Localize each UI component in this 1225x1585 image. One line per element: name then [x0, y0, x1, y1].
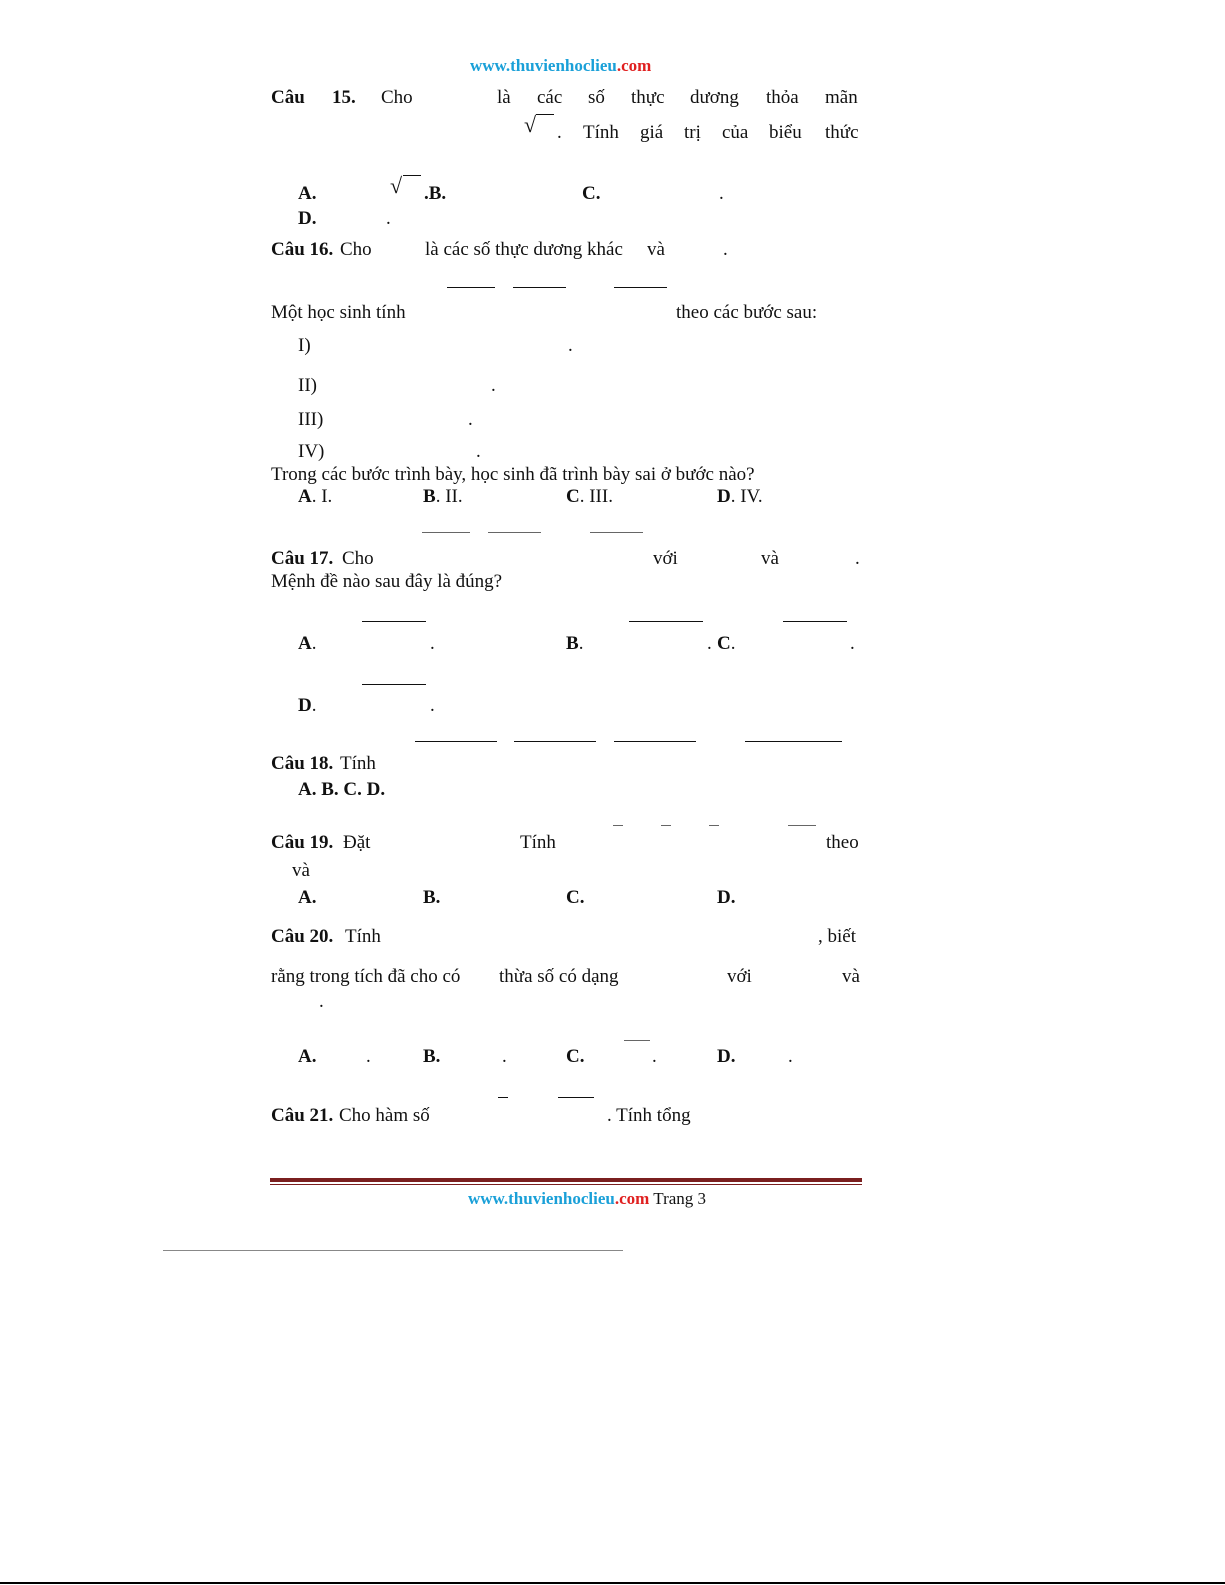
q15-option-c: C. — [582, 183, 601, 204]
q16-step-tail: . — [468, 409, 473, 430]
q20-line2-a: rằng trong tích đã cho có — [271, 966, 461, 987]
fraction-bar — [709, 825, 719, 826]
q15-word: số — [588, 87, 605, 108]
q16-question: Trong các bước trình bày, học sinh đã trình bày sai ở bước nào? — [271, 464, 755, 485]
fraction-bar — [745, 741, 842, 742]
q17-option-d-tail: . — [430, 695, 435, 716]
sqrt-symbol: √ — [390, 173, 403, 198]
q18-intro: Tính — [340, 753, 376, 774]
fraction-bar — [422, 532, 470, 533]
q16-step-tail: . — [491, 375, 496, 396]
q18-label: Câu 18. — [271, 753, 334, 774]
q17-option-a-tail: . — [430, 633, 435, 654]
q16-line2-end: theo các bước sau: — [676, 302, 818, 323]
q20-intro: Tính — [345, 926, 381, 947]
q17-option-a: A. — [298, 633, 317, 654]
q15-option-c-tail: . — [719, 183, 724, 204]
q15-option-b: .B. — [424, 183, 447, 204]
fraction-bar — [629, 621, 703, 622]
sqrt-bar — [536, 114, 554, 115]
fraction-bar — [783, 621, 847, 622]
q16-line2-start: Một học sinh tính — [271, 302, 406, 323]
q17-option-b: B. — [566, 633, 584, 654]
fraction-bar — [415, 741, 497, 742]
q17-option-c-tail: . — [850, 633, 855, 654]
q16-and: và — [647, 239, 665, 260]
q19-label: Câu 19. — [271, 832, 334, 853]
q21-tail: . Tính tổng — [607, 1105, 691, 1126]
fraction-bar — [613, 825, 623, 826]
footnote-divider — [163, 1250, 623, 1251]
q21-label: Câu 21. — [271, 1105, 334, 1126]
q16-step-num: II) — [298, 375, 317, 396]
q16-text: là các số thực dương khác — [425, 239, 623, 260]
footer-rule — [270, 1178, 862, 1182]
header-site-link[interactable] — [470, 55, 651, 77]
q15-word: thực — [631, 87, 665, 108]
q16-option-a: A. I. — [298, 486, 333, 507]
q16-option-d: D. IV. — [717, 486, 763, 507]
q16-step-num: III) — [298, 409, 324, 430]
fraction-bar — [362, 621, 426, 622]
q20-line2-d: và — [842, 966, 860, 987]
q17-option-b-tail: . — [707, 633, 712, 654]
fraction-bar — [624, 1040, 650, 1041]
q20-biet: , biết — [818, 926, 856, 947]
fraction-bar — [362, 684, 426, 685]
footer-rule-thin — [270, 1184, 862, 1185]
q16-step-num: I) — [298, 335, 311, 356]
fraction-bar — [788, 825, 816, 826]
sqrt-symbol: √ — [524, 112, 537, 137]
q19-option-a: A. — [298, 887, 317, 908]
q20-label: Câu 20. — [271, 926, 334, 947]
q15-word: của — [722, 122, 749, 143]
q15-word: thức — [825, 122, 859, 143]
fraction-bar — [661, 825, 671, 826]
q15-word: trị — [684, 122, 701, 143]
q15-option-d-tail: . — [386, 208, 391, 229]
q15-word: biểu — [769, 122, 802, 143]
q16-option-c: C. III. — [566, 486, 613, 507]
q15-word: . — [557, 122, 562, 143]
page-bottom-edge — [0, 1582, 1225, 1584]
q17-line2: Mệnh đề nào sau đây là đúng? — [271, 571, 503, 592]
q19-calc: Tính — [520, 832, 556, 853]
fraction-bar — [514, 741, 596, 742]
q16-label: Câu 16. — [271, 239, 334, 260]
q15-label: Câu — [271, 87, 305, 108]
q15-word: giá — [640, 122, 664, 143]
fraction-bar — [558, 1097, 594, 1098]
q16-option-b: B. II. — [423, 486, 463, 507]
q20-option-a-tail: . — [366, 1046, 371, 1067]
q19-option-c: C. — [566, 887, 585, 908]
q19-option-b: B. — [423, 887, 441, 908]
q16-step-tail: . — [476, 441, 481, 462]
sqrt-bar — [403, 175, 421, 176]
q15-word: Tính — [583, 122, 619, 143]
q15-word: Cho — [381, 87, 413, 108]
q17-and: và — [761, 548, 779, 569]
fraction-bar — [513, 287, 566, 288]
footer-site-main[interactable]: www.thuvienhoclieu — [468, 1189, 615, 1208]
q20-option-b: B. — [423, 1046, 441, 1067]
q20-option-c-tail: . — [652, 1046, 657, 1067]
fraction-bar — [614, 741, 696, 742]
q20-line2-b: thừa số có dạng — [499, 966, 619, 987]
q19-and: và — [292, 860, 310, 881]
q16-intro: Cho — [340, 239, 372, 260]
fraction-bar — [488, 532, 541, 533]
q17-with: với — [653, 548, 678, 569]
q17-end: . — [855, 548, 860, 569]
q20-option-d-tail: . — [788, 1046, 793, 1067]
q19-option-d: D. — [717, 887, 736, 908]
fraction-bar — [590, 532, 643, 533]
fraction-bar — [447, 287, 495, 288]
fraction-bar — [614, 287, 667, 288]
q16-step-num: IV) — [298, 441, 325, 462]
q15-option-d: D. — [298, 208, 317, 229]
q17-label: Câu 17. — [271, 548, 334, 569]
q15-word: là — [497, 87, 511, 108]
q18-options: A. B. C. D. — [298, 779, 386, 800]
q20-option-c: C. — [566, 1046, 585, 1067]
q20-option-d: D. — [717, 1046, 736, 1067]
footer — [468, 1188, 706, 1210]
q17-intro: Cho — [342, 548, 374, 569]
q15-word: mãn — [825, 87, 858, 108]
q19-theo: theo — [826, 832, 859, 853]
q20-line2-c: với — [727, 966, 752, 987]
q21-intro: Cho hàm số — [339, 1105, 430, 1126]
header-site-tld: .com — [616, 56, 652, 75]
header-site-main: www.thuvienhoclieu — [470, 56, 617, 75]
q17-option-c: C. — [717, 633, 736, 654]
fraction-bar — [498, 1097, 508, 1098]
q16-end: . — [723, 239, 728, 260]
q20-option-a: A. — [298, 1046, 317, 1067]
q16-step-tail: . — [568, 335, 573, 356]
q20-line3: . — [319, 991, 324, 1012]
q17-option-d: D. — [298, 695, 317, 716]
q15-option-a: A. — [298, 183, 317, 204]
q20-option-b-tail: . — [502, 1046, 507, 1067]
q15-word: dương — [690, 87, 739, 108]
q15-number: 15. — [332, 87, 356, 108]
footer-page-number: Trang 3 — [649, 1189, 707, 1208]
q19-intro: Đặt — [343, 832, 371, 853]
q15-word: thỏa — [766, 87, 799, 108]
footer-site-tld[interactable]: .com — [614, 1189, 650, 1208]
q15-word: các — [537, 87, 563, 108]
